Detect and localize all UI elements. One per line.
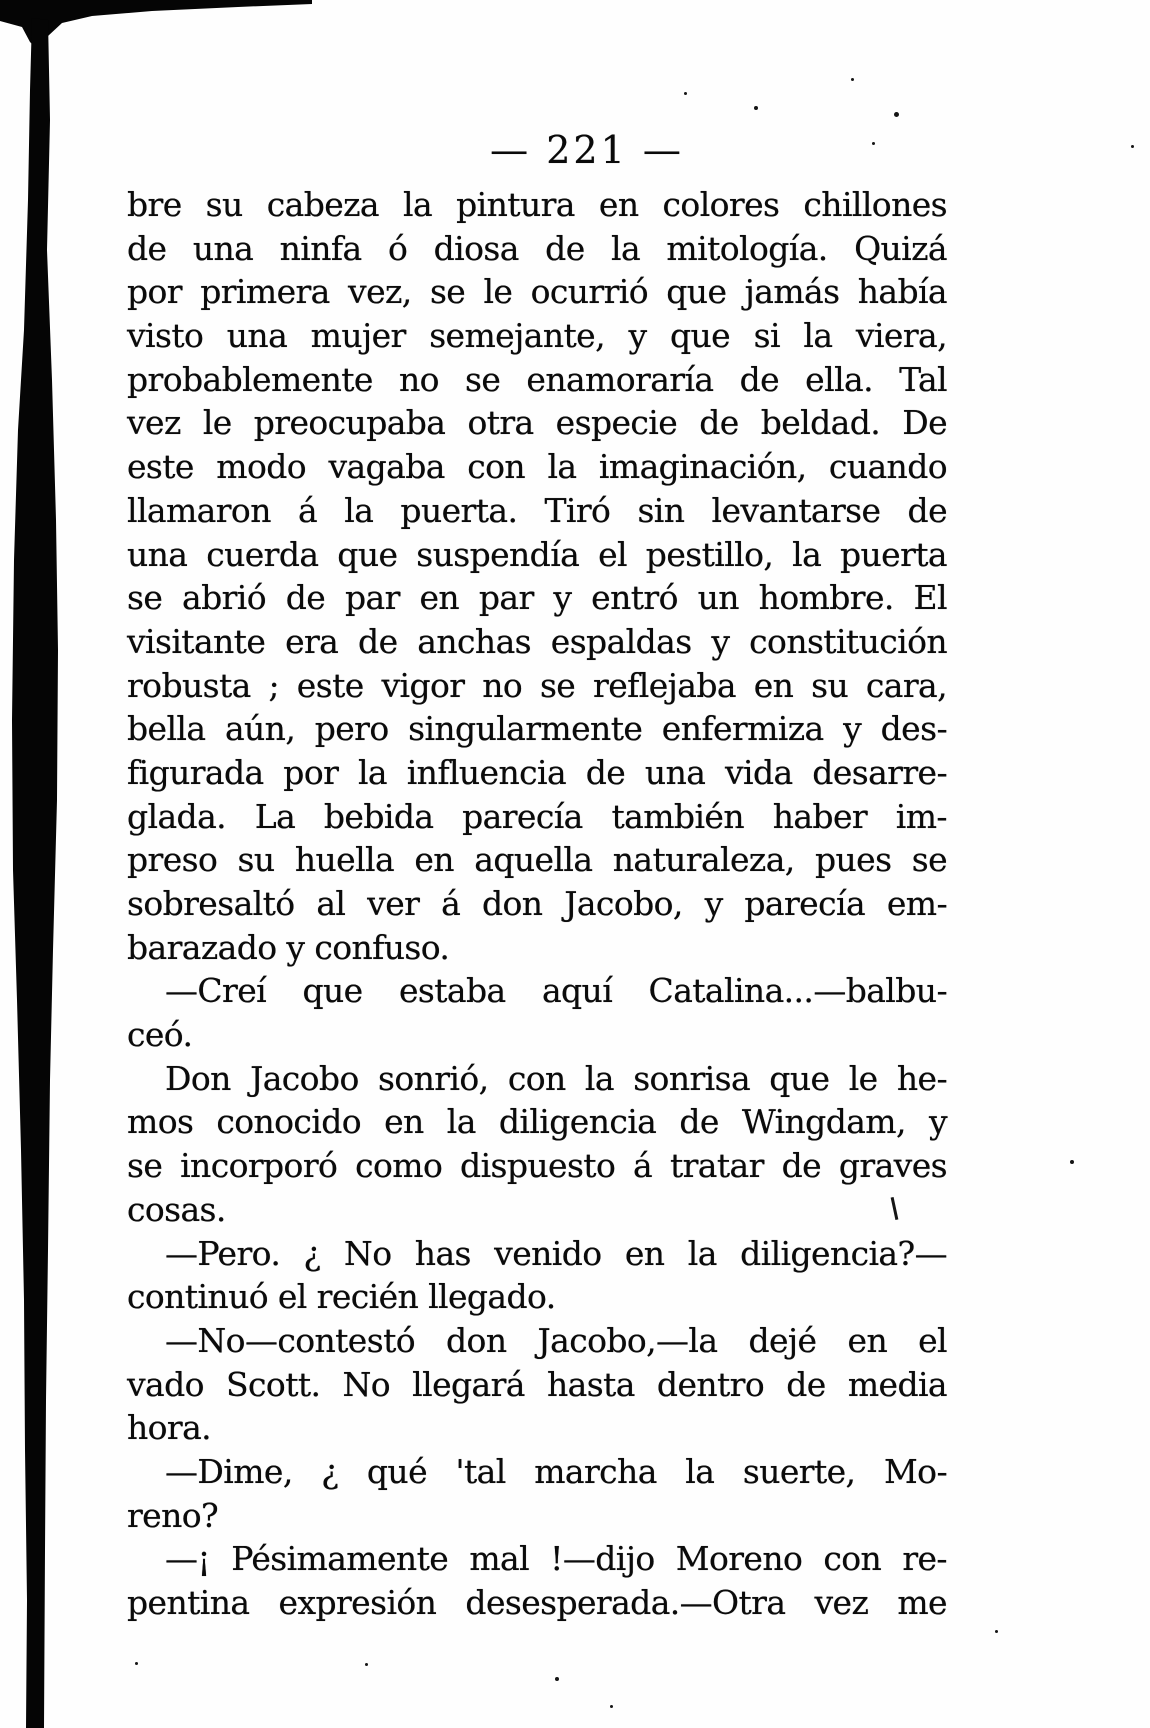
text-line: por primera vez, se le ocurrió que jamás había: [127, 272, 947, 312]
text-line: glada. La bebida parecía también haber im-: [127, 796, 947, 836]
text-line: pentina expresión desesperada.—Otra vez me: [127, 1583, 947, 1622]
text-line: una cuerda que suspendía el pestillo, la puerta: [127, 534, 947, 574]
text-line: vado Scott. No llegará hasta dentro de media: [127, 1364, 947, 1404]
text-line: mos conocido en la diligencia de Wingdam, y: [127, 1102, 947, 1142]
scan-speck: [1070, 1160, 1074, 1164]
text-line: reno?: [127, 1495, 219, 1535]
text-line: continuó el recién llegado.: [127, 1277, 556, 1317]
text-line: Don Jacobo sonrió, con la sonrisa que le he-: [165, 1058, 947, 1098]
page-text: [127, 183, 947, 1625]
text-line: sobresaltó al ver á don Jacobo, y parecía em-: [127, 884, 947, 923]
text-line: hora.: [127, 1408, 212, 1448]
text-line: —Dime, ¿ qué 'tal marcha la suerte, Mo-: [165, 1451, 947, 1491]
text-line: ceó.: [127, 1015, 193, 1055]
scan-speck: [851, 78, 854, 81]
text-line: bella aún, pero singularmente enfermiza y des-: [127, 709, 947, 749]
text-line: probablemente no se enamoraría de ella. Tal: [127, 359, 947, 399]
binding-shadow-left: [12, 18, 58, 1728]
text-line: robusta ; este vigor no se reflejaba en su cara,: [127, 665, 947, 705]
scan-speck: [684, 92, 687, 95]
text-line: se incorporó como dispuesto á tratar de graves: [127, 1146, 947, 1186]
text-line: —¡ Pésimamente mal !—dijo Moreno con re-: [165, 1539, 947, 1579]
scan-speck: [995, 1630, 998, 1633]
text-line: —Creí que estaba aquí Catalina...—balbu-: [165, 971, 947, 1011]
scan-speck: [894, 112, 899, 117]
text-line: visitante era de anchas espaldas y constitución: [127, 621, 947, 661]
scan-speck: [872, 142, 875, 145]
text-line: visto una mujer semejante, y que si la viera,: [127, 316, 947, 356]
scan-speck: [135, 1662, 138, 1665]
binding-shadow-top: [0, 0, 312, 54]
text-line: —Pero. ¿ No has venido en la diligencia?—: [165, 1233, 947, 1273]
page-number: — 221 —: [490, 128, 684, 172]
text-line: barazado y confuso.: [127, 927, 450, 967]
text-line: preso su huella en aquella naturaleza, pues se: [127, 840, 947, 880]
text-line: vez le preocupaba otra especie de beldad. De: [127, 403, 947, 443]
scan-speck: [555, 1677, 559, 1681]
scan-speck: [365, 1663, 368, 1666]
scan-speck: [1131, 145, 1134, 148]
text-line: de una ninfa ó diosa de la mitología. Quizá: [127, 228, 947, 268]
text-line: este modo vagaba con la imaginación, cuando: [127, 447, 947, 487]
text-line: se abrió de par en par y entró un hombre. El: [127, 578, 947, 618]
scan-speck: [610, 1705, 613, 1708]
text-line: bre su cabeza la pintura en colores chillones: [127, 185, 947, 224]
text-line: —No—contestó don Jacobo,—la dejé en el: [165, 1320, 947, 1360]
text-line: cosas.: [127, 1189, 226, 1229]
text-line: llamaron á la puerta. Tiró sin levantarse de: [127, 490, 947, 530]
scan-speck: [754, 106, 758, 110]
text-line: figurada por la influencia de una vida desarre-: [127, 752, 947, 792]
